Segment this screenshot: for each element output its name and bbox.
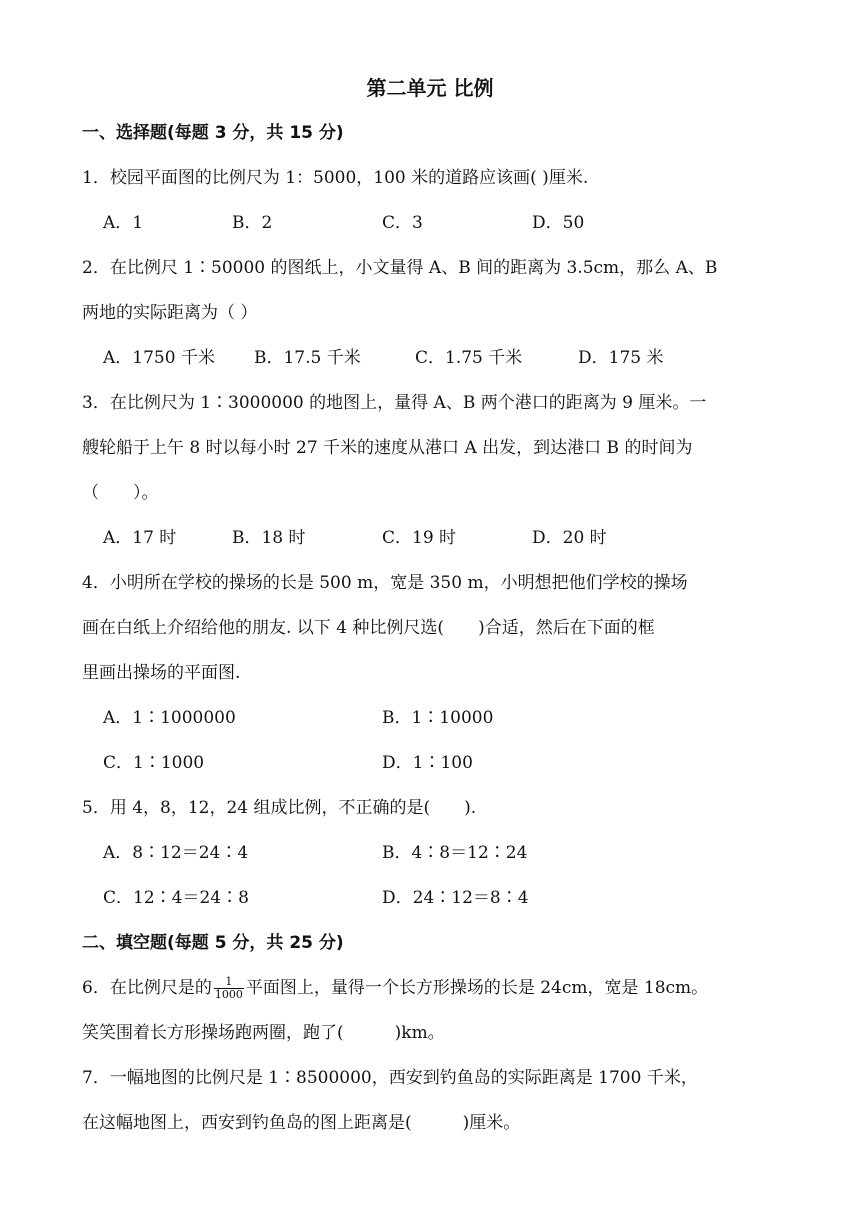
question-2-option-b: B．17.5 千米 [254, 348, 361, 368]
page-title: 第二单元 比例 [366, 76, 494, 100]
question-5-option-c: C．12∶4＝24∶8 [103, 888, 249, 908]
question-3-option-a: A．17 时 [103, 528, 177, 548]
question-4-stem-line-3: 里画出操场的平面图. [82, 663, 241, 683]
question-4-option-d: D．1∶100 [382, 753, 473, 773]
question-3-option-c: C．19 时 [382, 528, 457, 548]
question-6-stem-line-1 [82, 976, 708, 1001]
question-1-option-c: C．3 [382, 213, 423, 233]
question-2-stem-line-2: 两地的实际距离为（ ） [82, 303, 258, 323]
question-2-option-c: C．1.75 千米 [415, 348, 523, 368]
question-2-option-d: D．175 米 [578, 348, 664, 368]
question-5-stem: 5．用 4，8，12，24 组成比例，不正确的是( ). [82, 798, 477, 818]
question-2-stem-line-1: 2．在比例尺 1∶50000 的图纸上，小文量得 A、B 间的距离为 3.5cm，那么 A、B [82, 258, 718, 278]
question-5-option-d: D．24∶12＝8∶4 [382, 888, 529, 908]
question-1-option-b: B．2 [232, 213, 273, 233]
question-3-option-b: B．18 时 [232, 528, 306, 548]
question-3-stem-line-3: （ ）。 [82, 483, 159, 503]
question-4-option-a: A．1∶1000000 [103, 708, 236, 728]
question-5-option-b: B．4∶8＝12∶24 [382, 843, 528, 863]
question-1-option-a: A．1 [103, 213, 144, 233]
question-6-stem-line-2: 笑笑围着长方形操场跑两圈，跑了( )km。 [82, 1023, 445, 1043]
question-7-stem-line-2: 在这幅地图上，西安到钓鱼岛的图上距离是( )厘米。 [82, 1113, 521, 1133]
question-3-option-d: D．20 时 [532, 528, 607, 548]
question-2-option-a: A．1750 千米 [103, 348, 215, 368]
question-4-stem-line-1: 4．小明所在学校的操场的长是 500 m，宽是 350 m，小明想把他们学校的操场 [82, 573, 688, 593]
question-6-stem-suffix: 平面图上，量得一个长方形操场的长是 24cm，宽是 18cm。 [245, 978, 709, 998]
question-3-stem-line-2: 艘轮船于上午 8 时以每小时 27 千米的速度从港口 A 出发，到达港口 B 的时间为 [82, 438, 693, 458]
question-4-option-c: C．1∶1000 [103, 753, 205, 773]
question-3-stem-line-1: 3．在比例尺为 1∶3000000 的地图上，量得 A、B 两个港口的距离为 9 厘米。一 [82, 393, 707, 413]
scale-fraction [214, 976, 244, 1001]
question-4-option-b: B．1∶10000 [382, 708, 494, 728]
question-4-stem-line-2: 画在白纸上介绍给他的朋友. 以下 4 种比例尺选( )合适，然后在下面的框 [82, 618, 655, 638]
fraction-numerator: 1 [214, 976, 244, 989]
question-1-option-d: D．50 [532, 213, 585, 233]
question-1-stem: 1．校园平面图的比例尺为 1：5000，100 米的道路应该画( )厘米. [82, 168, 589, 188]
question-6-stem-prefix: 6．在比例尺是的 [82, 978, 212, 998]
question-5-option-a: A．8∶12＝24∶4 [103, 843, 249, 863]
section-heading-fill-in: 二、填空题(每题 5 分，共 25 分) [82, 933, 344, 953]
fraction-denominator: 1000 [214, 988, 243, 1001]
section-heading-multiple-choice: 一、选择题(每题 3 分，共 15 分) [82, 123, 344, 143]
question-7-stem-line-1: 7．一幅地图的比例尺是 1∶8500000，西安到钓鱼岛的实际距离是 1700 千米， [82, 1068, 698, 1088]
